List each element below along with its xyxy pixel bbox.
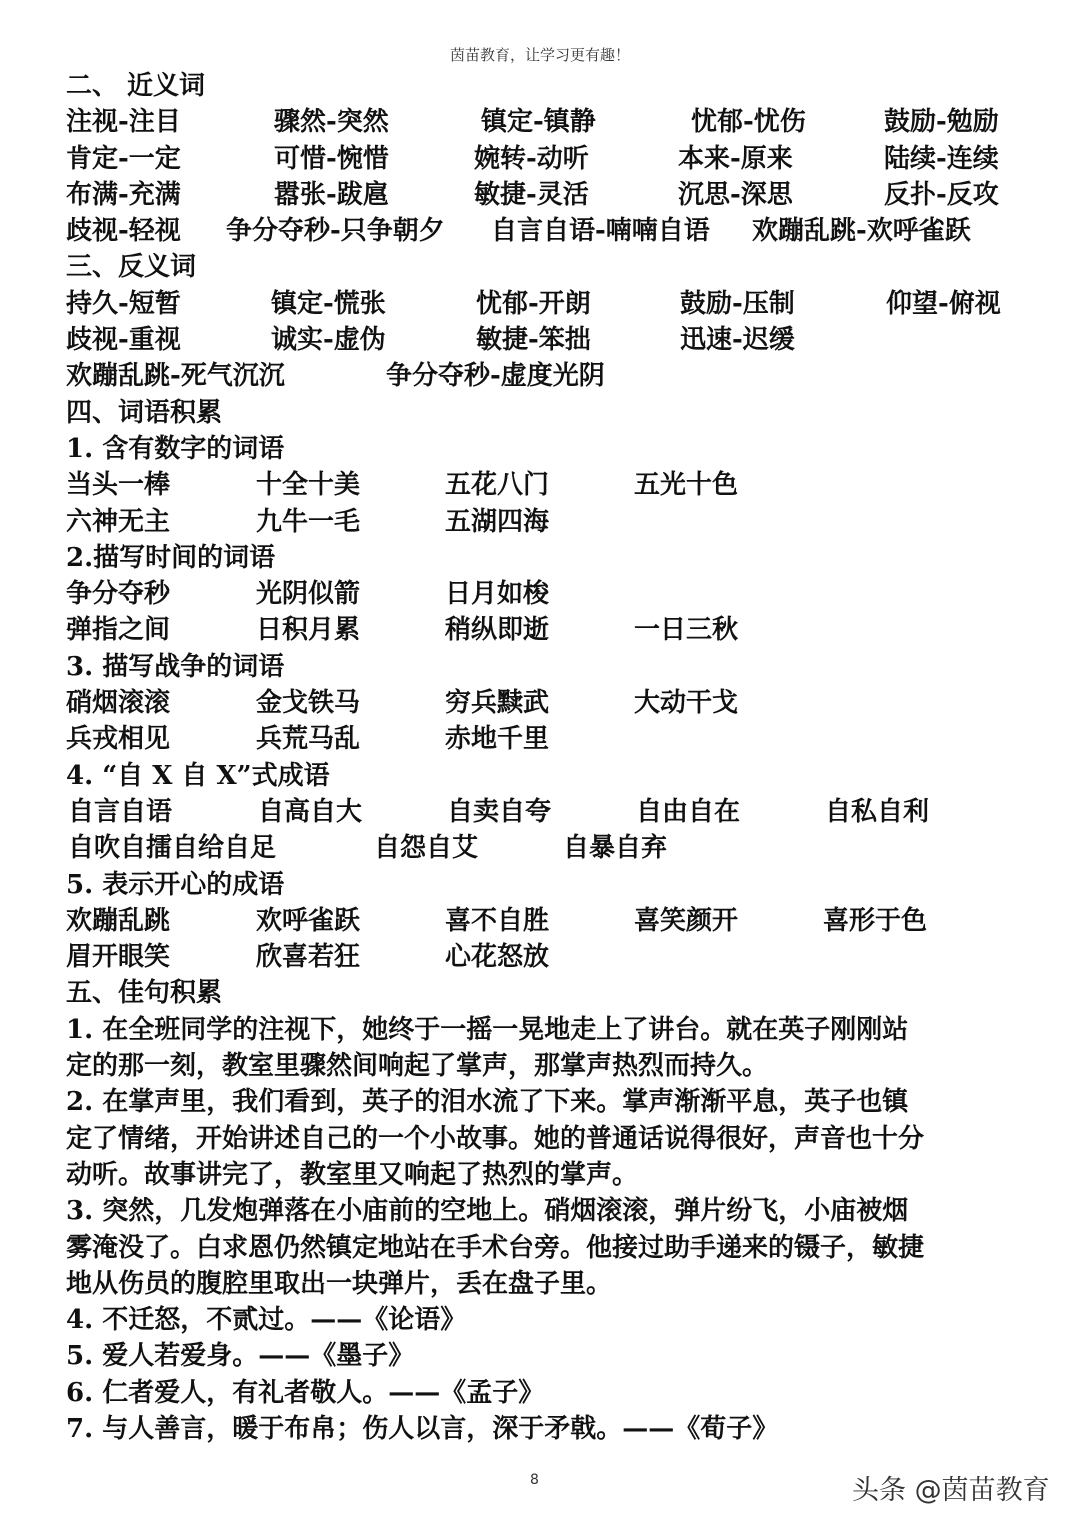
idiom: 大动干戈 — [634, 688, 739, 719]
idiom-row — [66, 721, 1026, 757]
group-title: 1. 含有数字的词语 — [66, 433, 285, 464]
word-pair: 嚣张-跋扈 — [274, 179, 389, 210]
sentence-line: 定了情绪，开始讲述自己的一个小故事。她的普通话说得很好，声音也十分 — [66, 1123, 925, 1154]
idiom: 自暴自弃 — [563, 833, 668, 864]
section-title-sentences: 五、佳句积累 — [66, 978, 223, 1009]
word-pair: 婉转-动听 — [474, 143, 589, 174]
page-number: 8 — [530, 1472, 539, 1488]
idiom-row — [66, 576, 1026, 612]
quote-line: 7. 与人善言，暖于布帛；伤人以言，深于矛戟。——《荀子》 — [66, 1413, 779, 1444]
word-pair: 骤然-突然 — [274, 107, 389, 138]
word-pair: 歧视-重视 — [66, 325, 181, 356]
idiom: 五光十色 — [634, 470, 739, 501]
sentence-line: 2. 在掌声里，我们看到，英子的泪水流了下来。掌声渐渐平息，英子也镇 — [66, 1087, 909, 1118]
word-pair: 本来-原来 — [678, 143, 793, 174]
idiom: 五花八门 — [445, 470, 550, 501]
idiom: 喜形于色 — [823, 905, 928, 936]
word-pair: 仰望-俯视 — [886, 288, 1001, 319]
word-pair: 鼓励-勉励 — [884, 107, 999, 138]
idiom-row — [66, 504, 1026, 540]
idiom: 兵荒马乱 — [256, 724, 361, 755]
quote-line: 5. 爱人若爱身。——《墨子》 — [66, 1341, 415, 1372]
idiom: 自怨自艾 — [374, 833, 479, 864]
idiom: 稍纵即逝 — [445, 615, 550, 646]
idiom: 喜笑颜开 — [634, 905, 739, 936]
word-pair: 忧郁-开朗 — [476, 288, 591, 319]
idiom: 光阴似箭 — [256, 579, 361, 610]
watermark: 头条 @茵苗教育 — [852, 1475, 1050, 1506]
sentence-line: 雾淹没了。白求恩仍然镇定地站在手术台旁。他接过助手递来的镊子，敏捷 — [66, 1232, 925, 1263]
idiom: 穷兵黩武 — [445, 688, 550, 719]
quote-line: 4. 不迁怒，不贰过。——《论语》 — [66, 1305, 467, 1336]
word-pair: 敏捷-笨拙 — [476, 325, 591, 356]
idiom: 日月如梭 — [445, 579, 550, 610]
word-pair: 反扑-反攻 — [884, 179, 999, 210]
idiom: 欢呼雀跃 — [256, 905, 361, 936]
idiom: 一日三秋 — [634, 615, 739, 646]
word-pair: 忧郁-忧伤 — [691, 107, 806, 138]
idiom: 当头一棒 — [66, 470, 171, 501]
idiom-row — [66, 612, 1026, 648]
word-pair: 争分夺秒-虚度光阴 — [386, 361, 605, 392]
idiom: 十全十美 — [256, 470, 361, 501]
word-pair: 迅速-迟缓 — [680, 325, 795, 356]
synonym-row — [66, 141, 1026, 177]
word-pair: 鼓励-压制 — [680, 288, 795, 319]
sentence-line: 1. 在全班同学的注视下，她终于一摇一晃地走上了讲台。就在英子刚刚站 — [66, 1014, 909, 1045]
antonym-row — [66, 322, 1026, 358]
synonym-row — [66, 213, 1026, 249]
group-title: 2.描写时间的词语 — [66, 542, 276, 573]
word-pair: 可惜-惋惜 — [274, 143, 389, 174]
idiom: 自高自大 — [258, 796, 363, 827]
antonym-row — [66, 358, 1026, 394]
idiom: 眉开眼笑 — [66, 942, 171, 973]
idiom: 兵戎相见 — [66, 724, 171, 755]
idiom-row — [66, 685, 1026, 721]
synonym-row — [66, 177, 1026, 213]
idiom: 硝烟滚滚 — [66, 688, 171, 719]
section-title-vocabulary: 四、词语积累 — [66, 397, 223, 428]
group-title: 4. “自 X 自 X”式成语 — [66, 760, 330, 791]
word-pair: 注视-注目 — [66, 107, 181, 138]
word-pair: 镇定-慌张 — [271, 288, 386, 319]
word-pair: 自言自语-喃喃自语 — [491, 216, 710, 247]
sentence-line: 地从伤员的腹腔里取出一块弹片，丢在盘子里。 — [66, 1268, 613, 1299]
word-pair: 欢蹦乱跳-死气沉沉 — [66, 361, 285, 392]
section-title-synonyms: 二、 近义词 — [66, 71, 206, 101]
idiom-row — [66, 903, 1026, 939]
idiom: 六神无主 — [66, 506, 171, 537]
word-pair: 争分夺秒-只争朝夕 — [226, 216, 445, 247]
idiom: 欣喜若狂 — [256, 942, 361, 973]
idiom: 九牛一毛 — [256, 506, 361, 537]
idiom: 欢蹦乱跳 — [66, 905, 171, 936]
quote-line: 6. 仁者爱人，有礼者敬人。——《孟子》 — [66, 1377, 545, 1408]
idiom: 自卖自夸 — [447, 796, 552, 827]
idiom: 自私自利 — [825, 796, 930, 827]
idiom-row — [66, 794, 1026, 830]
page-header: 茵苗教育，让学习更有趣！ — [449, 46, 630, 64]
idiom: 五湖四海 — [445, 506, 550, 537]
word-pair: 沉思-深思 — [678, 179, 793, 210]
idiom-row — [66, 939, 1026, 975]
word-pair: 敏捷-灵活 — [474, 179, 589, 210]
idiom: 赤地千里 — [445, 724, 550, 755]
idiom-row — [66, 830, 1026, 866]
group-title: 5. 表示开心的成语 — [66, 869, 285, 900]
sentence-line: 定的那一刻，教室里骤然间响起了掌声，那掌声热烈而持久。 — [66, 1051, 769, 1082]
antonym-row — [66, 286, 1026, 322]
word-pair: 陆续-连续 — [884, 143, 999, 174]
idiom: 自言自语 — [68, 796, 173, 827]
idiom: 争分夺秒 — [66, 579, 171, 610]
idiom: 喜不自胜 — [445, 905, 550, 936]
section-title-antonyms: 三、反义词 — [66, 252, 197, 283]
idiom-row — [66, 467, 1026, 503]
word-pair: 欢蹦乱跳-欢呼雀跃 — [752, 216, 971, 247]
synonym-row — [66, 104, 1026, 140]
idiom: 金戈铁马 — [256, 688, 361, 719]
sentence-line: 3. 突然，几发炮弹落在小庙前的空地上。硝烟滚滚，弹片纷飞，小庙被烟 — [66, 1196, 909, 1227]
idiom: 弹指之间 — [66, 615, 171, 646]
idiom: 自吹自擂自给自足 — [68, 833, 277, 864]
idiom: 心花怒放 — [445, 942, 550, 973]
idiom: 自由自在 — [636, 796, 741, 827]
sentence-line: 动听。故事讲完了，教室里又响起了热烈的掌声。 — [66, 1159, 639, 1190]
word-pair: 持久-短暂 — [66, 288, 181, 319]
word-pair: 布满-充满 — [66, 179, 181, 210]
document-body — [66, 68, 1026, 1447]
word-pair: 肯定-一定 — [66, 143, 181, 174]
word-pair: 诚实-虚伪 — [271, 325, 386, 356]
word-pair: 歧视-轻视 — [66, 216, 181, 247]
word-pair: 镇定-镇静 — [481, 107, 596, 138]
group-title: 3. 描写战争的词语 — [66, 651, 285, 682]
idiom: 日积月累 — [256, 615, 361, 646]
